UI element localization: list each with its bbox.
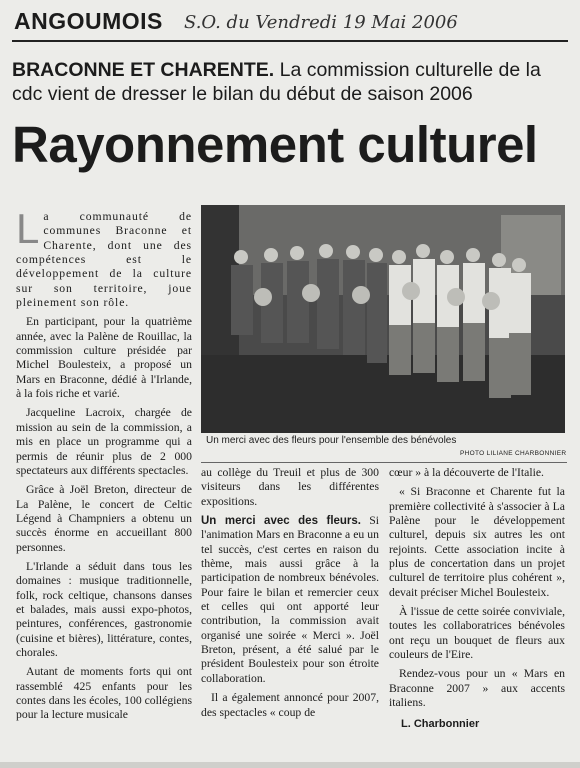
caption-rule [201, 462, 567, 463]
volunteers-group-photo [201, 205, 565, 433]
body-paragraph: Rendez-vous pour un « Mars en Braconne 2007 » aux accents italiens. [389, 667, 565, 710]
page-bottom-edge [0, 762, 580, 768]
body-paragraph: Autant de moments forts qui ont rassemblé 425 enfants pour les contes dans les écoles, 100 collégiens pour la lecture musicale [16, 665, 192, 722]
handwritten-date-note: S.O. du Vendredi 19 Mai 2006 [184, 12, 458, 33]
lead-paragraph [16, 205, 192, 310]
body-paragraph: L'Irlande a séduit dans tous les domaines : musique traditionnelle, folk, rock celtique, chansons danses et balades, mais aussi expo-photos, peintures, conférences, gastronomie (cuisine et bières), littérature, contes, chorales. [16, 559, 192, 659]
subhead-paragraph [201, 514, 379, 686]
article-headline: Rayonnement culturel [12, 116, 538, 173]
continued-paragraph: cœur » à la découverte de l'Italie. [389, 466, 544, 479]
header-rule [12, 40, 568, 42]
photo-illustration [201, 205, 565, 433]
subhead-text: Si l'animation Mars en Braconne a eu un tel succès, c'est certes en raison du thème, mais aussi grâce à la participation de nombreux bénévoles. Pour faire le bilan et remercier ceux et celles qui ont apporté leur contribution, la commission avait organisé une soirée « Merci ». Joël Breton, présent, a été salué par le président Boulesteix pour son étroite collaboration. [201, 514, 379, 685]
deck-kicker: BRACONNE ET CHARENTE. [12, 59, 275, 81]
drop-cap: L [16, 205, 40, 252]
article-deck [12, 58, 568, 106]
deck-text: La commission culturelle de la cdc vient de dresser le bilan du début de saison 2006 [12, 59, 541, 105]
lead-text: a communauté de communes Braconne et Charente, dont une des compétences est le développement de la culture sur son territoire, joue pleinement son rôle. [16, 210, 192, 310]
author-signature: L. Charbonnier [401, 717, 480, 730]
body-paragraph: « Si Braconne et Charente fut la première collectivité à s'associer à La Palène pour le développement culturel, depuis six autres les ont rejoints. Cette association incite à plus de concertation dans un projet culturel de territoire plus cohérent », devait préciser Michel Boulesteix. [389, 485, 565, 599]
body-paragraph: Il a également annoncé pour 2007, des spectacles « coup de [201, 691, 379, 719]
body-paragraph: Grâce à Joël Breton, directeur de La Palène, le concert de Celtic Légend à Champniers a obtenu un succès énorme en accueillant 800 personnes. [16, 483, 192, 554]
subhead: Un merci avec des fleurs. [201, 515, 361, 528]
article-column-1 [16, 205, 192, 728]
article-column-2 [201, 466, 379, 725]
photo-caption: Un merci avec des fleurs pour l'ensemble des bénévoles [206, 435, 457, 446]
article-column-3 [389, 466, 565, 731]
photo-credit: PHOTO LILIANE CHARBONNIER [460, 450, 567, 457]
page-header [10, 6, 570, 40]
body-paragraph: À l'issue de cette soirée conviviale, toutes les collaboratrices bénévoles ont reçu un bouquet de fleurs aux couleurs de l'Eire. [389, 605, 565, 662]
section-title: ANGOUMOIS [14, 8, 163, 34]
continued-paragraph: au collège du Treuil et plus de 300 visiteurs dans les différentes expositions. [201, 466, 379, 508]
body-paragraph: En participant, pour la quatrième année, avec la Palène de Rouillac, la commission culture présidée par Michel Boulesteix, a proposé un Mars en Braconne, dédié à l'Irlande, à la fois riche et varié. [16, 315, 192, 401]
body-paragraph: Jacqueline Lacroix, chargée de mission au sein de la commission, a mis en place un programme qui a permis de réunir plus de 2 000 spectateurs aux différents spectacles. [16, 406, 192, 477]
